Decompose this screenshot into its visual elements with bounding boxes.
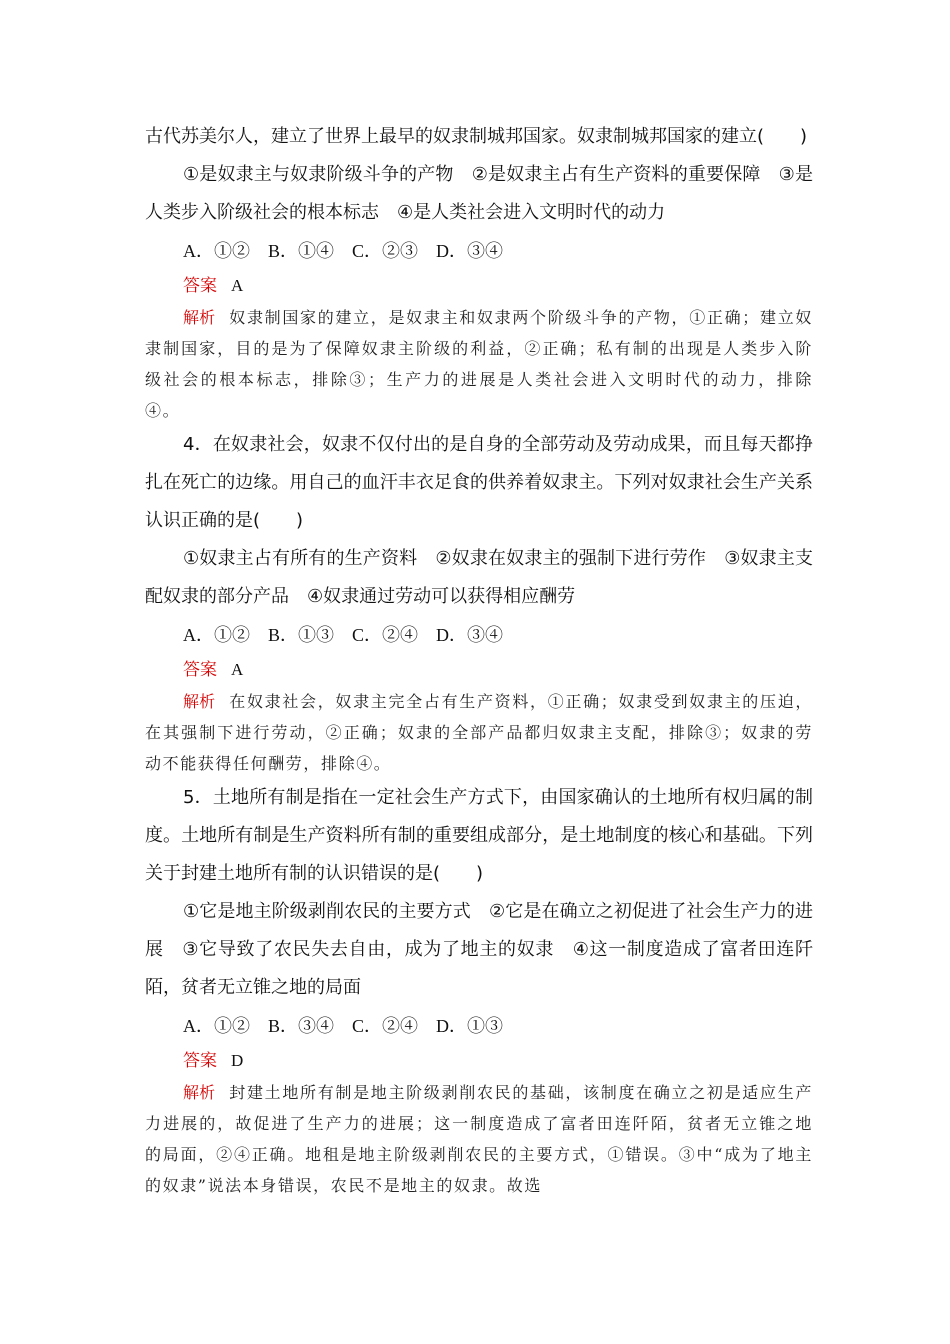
q4-analysis-label: 解析	[183, 692, 216, 711]
q4-analysis	[145, 686, 813, 779]
q3-analysis-label: 解析	[183, 308, 216, 327]
q4-analysis-text: 在奴隶社会，奴隶主完全占有生产资料，①正确；奴隶受到奴隶主的压迫，在其强制下进行劳动，②正确；奴隶的全部产品都归奴隶主支配，排除③；奴隶的劳动不能获得任何酬劳，排除④。	[145, 692, 813, 773]
q5-answer-label: 答案	[183, 1051, 217, 1071]
q5-stem: 5．土地所有制是指在一定社会生产方式下，由国家确认的土地所有权归属的制度。土地所有制是生产资料所有制的重要组成部分，是土地制度的核心和基础。下列关于封建土地所有制的认识错误的是( )	[145, 787, 813, 884]
q4-answer-label: 答案	[183, 660, 217, 680]
q4-answer-value: A	[231, 660, 244, 679]
q3-answer-value: A	[231, 276, 244, 295]
q5-options: A．①② B．③④ C．②④ D．①③	[183, 1016, 504, 1036]
q5-answer-value: D	[231, 1051, 244, 1070]
q4-options: A．①② B．①③ C．②④ D．③④	[183, 625, 504, 645]
q3-analysis	[145, 302, 813, 426]
q3-analysis-text: 奴隶制国家的建立，是奴隶主和奴隶两个阶级斗争的产物，①正确；建立奴隶制国家，目的是为了保障奴隶主阶级的利益，②正确；私有制的出现是人类步入阶级社会的根本标志，排除③；生产力的进展是人类社会进入文明时代的动力，排除④。	[145, 308, 813, 420]
q5-answer	[145, 1045, 813, 1077]
q3-answer-label: 答案	[183, 276, 217, 296]
q5-analysis-text: 封建土地所有制是地主阶级剥削农民的基础，该制度在确立之初是适应生产力进展的，故促进了生产力的进展；这一制度造成了富者田连阡陌，贫者无立锥之地的局面，②④正确。地租是地主阶级剥削农民的主要方式，①错误。③中“成为了地主的奴隶”说法本身错误，农民不是地主的奴隶。故选	[145, 1083, 813, 1195]
q5-analysis-label: 解析	[183, 1083, 216, 1102]
q3-options: A．①② B．①④ C．②③ D．③④	[183, 241, 504, 261]
q4-statements: ①奴隶主占有所有的生产资料 ②奴隶在奴隶主的强制下进行劳作 ③奴隶主支配奴隶的部分产品 ④奴隶通过劳动可以获得相应酬劳	[145, 548, 813, 607]
q5-statements: ①它是地主阶级剥削农民的主要方式 ②它是在确立之初促进了社会生产力的进展 ③它导致了农民失去自由，成为了地主的奴隶 ④这一制度造成了富者田连阡陌，贫者无立锥之地的局面	[145, 901, 813, 998]
q4-stem: 4．在奴隶社会，奴隶不仅付出的是自身的全部劳动及劳动成果，而且每天都挣扎在死亡的边缘。用自己的血汗丰衣足食的供养着奴隶主。下列对奴隶社会生产关系认识正确的是( )	[145, 434, 813, 531]
q4-answer	[145, 654, 813, 686]
q3-statements: ①是奴隶主与奴隶阶级斗争的产物 ②是奴隶主占有生产资料的重要保障 ③是人类步入阶级社会的根本标志 ④是人类社会进入文明时代的动力	[145, 164, 813, 223]
page-content	[145, 118, 813, 1201]
q3-answer	[145, 270, 813, 302]
q5-analysis	[145, 1077, 813, 1201]
q3-stem: 古代苏美尔人，建立了世界上最早的奴隶制城邦国家。奴隶制城邦国家的建立( )	[145, 126, 808, 147]
